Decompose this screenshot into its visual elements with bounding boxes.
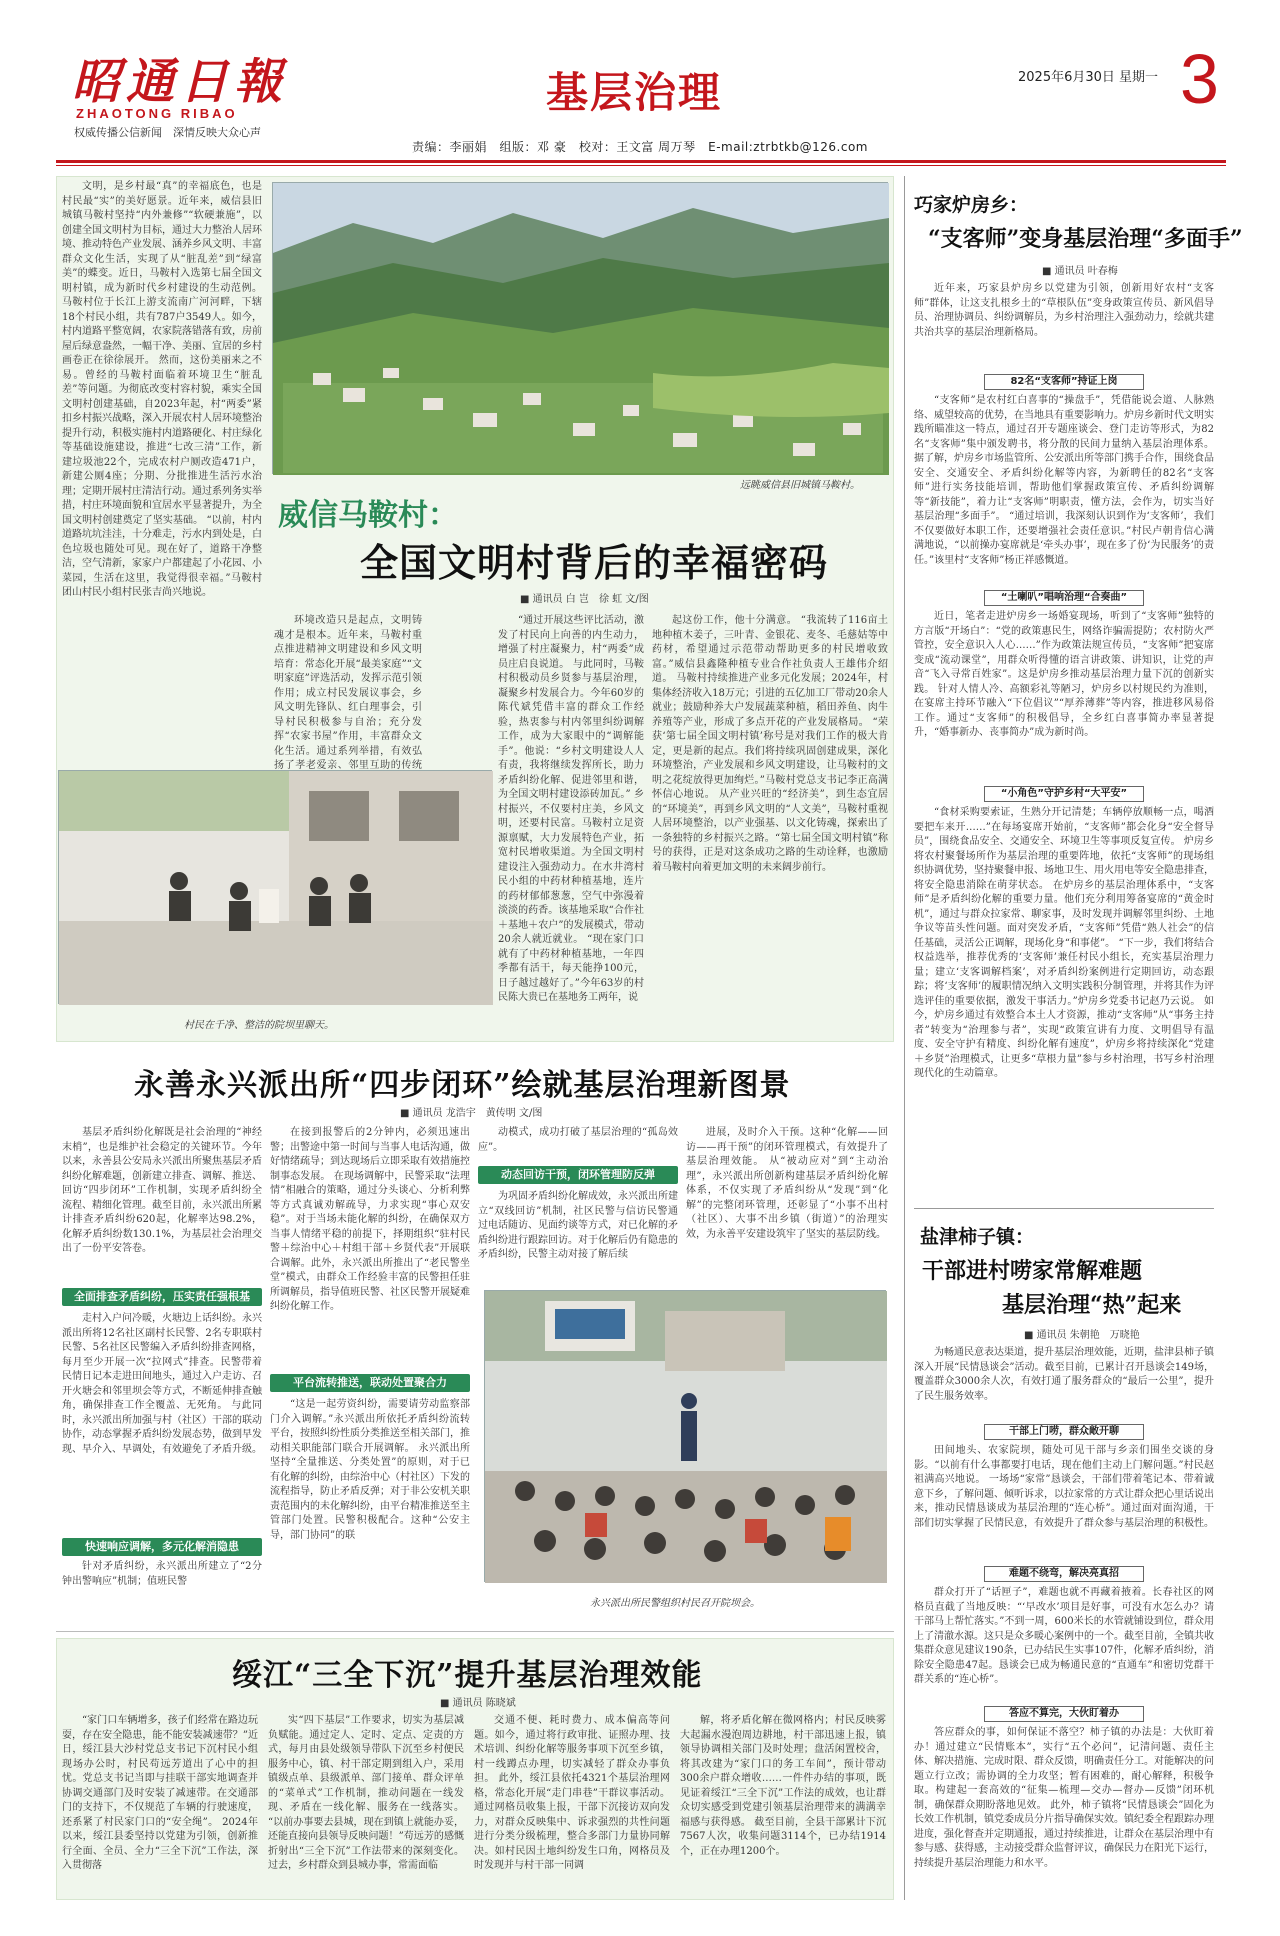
story1-paragraph: 环境改造只是起点，文明铸魂才是根本。近年来，马鞍村重点推进精神文明建设和乡风文明培育：常态化开展“最美家庭”“文明家庭”评选活动，发挥示范引领作用；成立村民发展议事会，乡风文明先锋队、红白理事会，引导村民积极参与自治；充分发挥“农家书屋”作用，丰富群众文化生活。通过系列举措，有效弘扬了孝老爱亲、邻里互助的传统 [274, 615, 422, 771]
editor-credits: 责编：李丽娟 组版：邓 豪 校对：王文富 周万琴 E-mail:ztrbtkb@126.com [412, 140, 868, 154]
story2-paragraph: 在接到报警后的2分钟内，必须迅速出警；出警途中第一时间与当事人电话沟通，做好情绪疏导；到达现场后立即采取有效措施控制事态发展。 在现场调解中，民警采取“法理情”相融合的策略，通过分头谈心、分析利弊等方式真诚劝解疏导，力求实现“事心双安稳”。对于当场未能化解的纠纷，在确保双方当事人情绪平稳的前提下，择期组织“驻村民警＋综治中心＋村组干部＋乡贤代表”开展联合调解。此外，永兴派出所推出了“老民警坐堂”模式，由群众工作经验丰富的民警担任驻所调解员，指导值班民警、社区民警开展疑难纠纷化解工作。 [270, 1127, 470, 1312]
story5-paragraph: 答应群众的事，如何保证不落空？柿子镇的办法是：大伙盯着办！通过建立“民情账本”，实行“五个必问”，记清问题、责任主体、解决措施、完成时限、群众反馈，明确责任分工。对能解决的问题立行立改；需协调的全力攻坚；暂有困难的，耐心解释，积极争取。构建起一套高效的“征集—梳理—交办—督办—反馈”闭环机制，确保群众期盼落地见效。 此外，柿子镇将“民情恳谈会”固化为长效工作机制，镇党委成员分片指导确保实效。镇纪委全程跟踪办理进度，强化督查并定期通报，通过持续推进，让群众在基层治理中有参与感、获得感，主动接受群众监督评议，确保民力在阳光下运行，持续提升基层治理能力和水平。 [914, 1727, 1214, 1869]
courtyard-chat-caption: 村民在千净、整洁的院坝里聊天。 [184, 1020, 334, 1031]
story4-subheading-2: “土喇叭”唱响治理“合奏曲” [984, 590, 1144, 606]
story4-subheading-3: “小角色”守护乡村“大平安” [984, 786, 1144, 802]
story3-paragraph: 交通不便、耗时费力、成本偏高等问题。如今，通过将行政审批、证照办理、技术培训、纠纷化解等服务事项下沉至乡镇，村一线蹲点办理，切实减轻了群众办事负担。 此外，绥江县依托4321个基层治理网格，常态化开展“走门串巷”干群议事活动。通过网格员收集上报，干部下沉接访双向发力，对群众反映集中、诉求强烈的共性问题进行分类分级梳理，整合多部门力量协同解决。如村民因土地纠纷发生口角，网格员及时发现并与村干部一同调 [474, 1715, 670, 1871]
courtyard-image [59, 771, 493, 1005]
story1-column-1 [62, 180, 262, 632]
section-title: 基层治理 [546, 68, 723, 117]
story5-title-line-1: 干部进村唠家常解难题 [922, 1258, 1143, 1284]
story2-paragraph: 进展，及时介入干预。这种“化解——回访——再干预”的闭环管理模式，有效提升了基层治理效能。 从“被动应对”到“主动治理”，永兴派出所创新构建基层矛盾纠纷化解体系，不仅实现了矛盾纠纷从“发现”到“化解”的完整闭环管理，还彰显了“小事不出村（社区）、大事不出乡镇（街道）”的治理实效，为永善平安建设筑牢了坚实的基层防线。 [686, 1127, 888, 1240]
story1-title-prefix: 威信马鞍村： [278, 498, 458, 533]
story5-section-3 [914, 1726, 1214, 1898]
story4-subheading-1: 82名“支客师”持证上岗 [984, 374, 1144, 390]
story1-paragraph: “通过开展这些评比活动，激发了村民向上向善的内生动力，增强了村庄凝聚力，村“两委”成员庄启良说道。 与此同时，马鞍村积极动员乡贤参与基层治理，凝聚乡村发展合力。今年60岁的陈代斌凭借丰富的群众工作经验，热衷参与村内邻里纠纷调解工作，成为大家眼中的“调解能手”。他说：“乡村文明建设人人有责，我将继续发挥所长，助力矛盾纠纷化解、促进邻里和谐，为全国文明村建设添砖加瓦。” 乡村振兴，不仅要村庄美，乡风文明，还要村民富。马鞍村立足资源禀赋，大力发展特色产业，拓宽村民增收渠道。为全国文明村建设注入强劲动力。在水井湾村民小组的中药材种植基地，连片的药材郁郁葱葱，空气中弥漫着淡淡的药香。该基地采取“合作社＋基地＋农户”的发展模式，带动20余人就近就业。 “现在家门口就有了中药材种植基地，一年四季都有活干，每天能挣100元，日子越过越好了。”今年63岁的村民陈大贵已在基地务工两年，说 [498, 615, 644, 1003]
story2-column-1 [62, 1126, 262, 1282]
story1-byline: ■ 通讯员 白 岂 徐 虹 文/图 [520, 594, 649, 605]
column-divider [904, 176, 905, 1900]
story2-column-2b [270, 1398, 470, 1624]
story1-column-2b [428, 614, 492, 764]
masthead [72, 56, 292, 140]
story4-title-prefix: 巧家炉房乡： [914, 194, 1029, 216]
story3-column-1 [62, 1714, 258, 1894]
story3-column-4 [680, 1714, 886, 1894]
story3-column-2 [268, 1714, 464, 1894]
courtyard-meeting-caption: 永兴派出所民警组织村民召开院坝会。 [590, 1598, 760, 1609]
story4-paragraph: “支客师”是农村红白喜事的“操盘手”，凭借能说会道、人脉熟络、威望较高的优势，在当地具有重要影响力。炉房乡新时代文明实践所瞄准这一特点，通过召开专题座谈会、登门走访等形式，为82名“支客师”集中颁发聘书，将分散的民间力量纳入基层治理体系。 据了解，炉房乡市场监管所、公安派出所等部门携手合作，围绕食品安全、交通安全、矛盾纠纷化解等内容，为新聘任的82名“支客师”进行实务技能培训，帮助他们掌握政策宣传、矛盾纠纷调解等“新技能”，着力让“支客师”明职责，懂方法，会作为，切实当好基层治理“多面手”。 “通过培训，我深刻认识到作为‘支客师’，我们不仅要做好本职工作，还要增强社会责任意识。”村民卢朝肯信心满满地说，“以前操办宴席就是‘牵头办事’，现在多了份‘为民服务’的责任。”该里村“支客师”杨正祥感慨道。 [914, 395, 1214, 566]
story4-intro [914, 282, 1214, 370]
story5-subheading-2: 难题不绕弯，解决亮真招 [984, 1566, 1144, 1582]
story4-paragraph: 近日，笔者走进炉房乡一场婚宴现场，听到了“支客师”独特的方言版“开场白”：“党的政策惠民生，网络诈骗需提防；农村防火严管控，安全意识入人心……”作为政策法规宣传员，“支客师”把宴席变成“流动课堂”，用群众听得懂的语言讲政策、讲知识，让党的声音“飞入寻常百姓家”。这是炉房乡推动基层治理力量下沉的创新实践。 针对人情人冷、高额彩礼等陋习，炉房乡以村规民约为准则，在宴席主持环节融入“下位倡议”“厚养薄葬”等内容，推进移风易俗工作。通过“支客师”的积极倡导，全乡红白喜事简办率显著提升，“婚事新办、丧事简办”成为新时尚。 [914, 611, 1214, 738]
story1-title: 全国文明村背后的幸福密码 [360, 540, 829, 585]
story5-paragraph: 群众打开了“话匣子”，难题也就不再藏着掖着。长春社区的网格员直截了当地反映：“‘早改水’项目是好事，可没有水怎么办？请干部马上帮忙落实。”不到一周，600米长的水管就铺设到位，群众用上了清澈水源。这只是众多暖心案例中的一个。截至目前，全镇共收集群众意见建议190条，已办结民生实事107件，化解矛盾纠纷，消除安全隐患47起。恳谈会已成为畅通民意的“直通车”和密切党群干群关系的“连心桥”。 [914, 1587, 1214, 1685]
story2-column-1b [62, 1312, 262, 1532]
courtyard-meeting-photo [484, 1290, 886, 1582]
story2-byline: ■ 通讯员 龙浩宇 黄传明 文/图 [400, 1108, 543, 1119]
story3-title: 绥江“三全下沉”提升基层治理效能 [232, 1658, 703, 1693]
village-landscape-photo [272, 182, 888, 474]
story2-column-1c [62, 1560, 262, 1624]
story4-byline: ■ 通讯员 叶春梅 [1042, 266, 1118, 277]
story2-subheading-4: 动态回访干预，闭环管理防反弹 [478, 1166, 678, 1184]
story3-paragraph: “家门口车辆增多，孩子们经常在路边玩耍，存在安全隐患，能不能安装减速带？”近日，绥江县大沙村党总支书记下沉村民小组现场办公时，村民苟远芳道出了心中的担忧。党总支书记当即与挂联干部实地调查并协调交通部门及时安装了减速带。在交通部门的支持下，不仅规范了车辆的行驶速度，还系紧了村民家门口的“安全绳”。 2024年以来，绥江县委坚持以党建为引领，创新推行全面、全员、全力“三全下沉”工作法，深入贯彻落 [62, 1715, 258, 1871]
issue-date: 2025年6月30日 星期一 [1018, 70, 1159, 85]
story2-paragraph: 动模式，成功打破了基层治理的“孤岛效应”。 [478, 1127, 678, 1153]
story2-paragraph: 基层矛盾纠纷化解既是社会治理的“神经末梢”，也是维护社会稳定的关键环节。今年以来，永善县公安局永兴派出所聚焦基层矛盾纠纷化解难题，创新建立排查、调解、推送、回访“四步闭环”工作机制，实现矛盾纠纷全流程、精细化管理。截至目前，永兴派出所累计排查矛盾纠纷620起，化解率达98.2%，化解矛盾纠纷数130.1%，为基层社会治理交出了一份平安答卷。 [62, 1127, 262, 1254]
header-rule-thin [56, 165, 1226, 166]
newspaper-slogan: 权威传播公信新闻 深情反映大众心声 [74, 126, 261, 139]
story2-column-4 [686, 1126, 888, 1278]
story4-section-2 [914, 610, 1214, 780]
story5-section-1 [914, 1444, 1214, 1564]
newspaper-logo-en: ZHAOTONG RIBAO [76, 106, 238, 121]
story2-paragraph: “这是一起劳资纠纷，需要请劳动监察部门介入调解。”永兴派出所依托矛盾纠纷流转平台，按照纠纷性质分类推送至相关部门，推动相关职能部门联合开展调解。 永兴派出所坚持“全量推送、分类处置”的原则，对于已有化解的纠纷，由综治中心（村社区）下发的流程指导，防止矛盾反弹；对于非公安机关职责范围内的未化解纠纷，由平台精准推送至主管部门处置。民警积极配合。这种“公安主导，部门协同”的联 [270, 1399, 470, 1541]
story5-subheading-1: 干部上门唠，群众敞开聊 [984, 1424, 1144, 1440]
courtyard-chat-photo [58, 770, 492, 1004]
story3-byline: ■ 通讯员 陈晓斌 [440, 1698, 516, 1709]
story5-subheading-3: 答应不算完，大伙盯着办 [984, 1706, 1144, 1722]
story5-section-2 [914, 1586, 1214, 1702]
story5-paragraph: 田间地头、农家院坝，随处可见干部与乡亲们围坐交谈的身影。“以前有什么事都要打电话，现在他们主动上门解问题。”村民赵祖满高兴地说。 一场场“家常”恳谈会，干部们带着笔记本、带着诚意下乡，了解问题、倾听诉求，以拉家常的方式让群众把心里话说出来，推动民情恳谈成为基层治理的“连心桥”。通过面对面沟通，干部们切实掌握了民情民意，有效提升了群众参与基层治理的积极性。 [914, 1445, 1214, 1529]
story-separator [914, 1208, 1214, 1209]
story2-column-3b [478, 1190, 678, 1278]
story2-subheading-2: 快速响应调解，多元化解消隐患 [62, 1538, 262, 1556]
story5-title-prefix: 盐津柿子镇： [920, 1226, 1035, 1248]
story2-column-2 [270, 1126, 470, 1358]
story1-paragraph: 起这份工作，他十分满意。 “我流转了116亩土地种植木姜子，三叶青、金银花、麦冬、毛慈姑等中药材，希望通过示范带动帮助更多的村民增收致富。”威信县鑫隆种植专业合作社负责人王雄伟介绍道。 马鞍村持续推进产业多元化发展；2024年，村集体经济收入18万元；引进的五亿加工厂带动20余人就业；鼓励种养大户发展蔬菜种植，稻田养鱼、肉牛养殖等产业，形成了多点开花的产业发展格局。 “荣获‘第七届全国文明村镇’称号是对我们工作的极大肯定，更是新的起点。我们将持续巩固创建成果，深化环境整治，产业发展和乡风文明建设，让马鞍村的文明之花绽放得更加绚烂。”马鞍村党总支书记李正高满怀信心地说。 从产业兴旺的“经济美”，到生态宜居的“环境美”，再到乡风文明的“人文美”，马鞍村重视人居环境整治，以产业强基、以文化铸魂，探索出了一条独特的乡村振兴之路。“第七届全国文明村镇”称号的获得，正是对这条成功之路的生动诠释，也激励着马鞍村向着更加文明的未来阔步前行。 [652, 615, 888, 873]
story2-paragraph: 针对矛盾纠纷，永兴派出所建立了“2分钟出警响应”机制；值班民警 [62, 1561, 262, 1587]
story1-column-3 [498, 614, 644, 1034]
story1-column-4 [652, 614, 888, 1034]
newspaper-logo: 昭通日報 [72, 54, 289, 110]
story4-title: “支客师”变身基层治理“多面手” [928, 226, 1243, 252]
story2-title: 永善永兴派出所“四步闭环”绘就基层治理新图景 [134, 1068, 791, 1103]
story3-paragraph: 实“四下基层”工作要求，切实为基层减负赋能。通过定人、定时、定点、定责的方式，每月由县处级领导带队下沉至乡村便民服务中心，镇、村干部定期到组入户，采用镇级点单、县级派单、部门接单、群众评单的“菜单式”工作机制，推动问题在一线发现、矛盾在一线化解、服务在一线落实。 “以前办事要去县城，现在到镇上就能办妥，还能直接向县领导反映问题！”苟远芳的感慨折射出“三全下沉”工作法带来的深刻变化。过去，乡村群众到县城办事，常需面临 [268, 1715, 464, 1871]
meeting-image [485, 1291, 887, 1583]
story1-column-2 [274, 614, 422, 771]
story2-subheading-3: 平台流转推送，联动处置聚合力 [270, 1374, 470, 1392]
header-rule [56, 160, 1226, 163]
story4-section-3 [914, 806, 1214, 1202]
story3-paragraph: 解，将矛盾化解在微网格内；村民反映雾大起漏水漫泡周边耕地，村干部迅速上报，镇领导协调相关部门及时处理；盘活闲置校舍，将其改建为“家门口的务工车间”，预计带动300余户群众增收……一件件办结的事项，既见证着绥江“三全下沉”工作法的成效，也让群众切实感受到党建引领基层治理带来的满满幸福感与获得感。 截至目前，全县干部累计下沉7567人次，收集问题3114个，已办结1914个，正在办理1200个。 [680, 1715, 886, 1857]
story4-paragraph: “食材采购要索证，生熟分开记清楚；车辆停放顺畅一点，喝酒要把车来开……”在每场宴席开始前，“支客师”都会化身“安全督导员”，围绕食品安全、交通安全、环境卫生等事项反复宣传。 炉房乡将农村聚餐场所作为基层治理的重要阵地，依托“支客师”的现场组织协调优势，坚持聚餐申报、场地卫生、用火用电等安全隐患排查，将安全隐患消除在萌芽状态。 在炉房乡的基层治理体系中，“支客师”是矛盾纠纷化解的重要力量。他们充分利用筹备宴席的“黄金时机”，通过与群众拉家常、聊家事，及时发现并调解邻里纠纷、土地争议等苗头性问题。面对突发矛盾，“支客师”凭借“熟人社会”的信任基础，灵活公正调解，现场化身“和事佬”。 “下一步，我们将结合权益选举，推荐优秀的‘支客师’兼任村民小组长，充实基层治理力量；建立‘支客调解档案’，对矛盾纠纷案例进行定期回访，动态跟踪；将‘支客师’的履职情况纳入文明实践积分制管理，并将其作为评选评佳的重要依据，激发干事活力。”炉房乡党委书记赵乃云说。 如今，炉房乡通过有效整合本土人才资源，推动“支客师”从“事务主持者”转变为“治理参与者”，实现“政策宣讲有力度、文明倡导有温度、安全守护有精度、纠纷化解有速度”，炉房乡将持续深化“党建＋乡贤”治理模式，让更多“草根力量”参与乡村治理，书写乡村治理现代化的生动篇章。 [914, 807, 1214, 1079]
landscape-image [273, 183, 889, 475]
story4-section-1 [914, 394, 1214, 584]
story1-paragraph: 文明，是乡村最“真”的幸福底色，也是村民最“实”的美好愿景。近年来，威信县旧城镇马鞍村坚持“内外兼修”“软硬兼施”，以创建全国文明村为目标，通过大力整治人居环境、推动特色产业发展、涵养乡风文明、丰富群众文化生活，实现了从“脏乱差”到“绿富美”的蝶变。近日，马鞍村入选第七届全国文明村镇，成为新时代乡村建设的生动范例。 马鞍村位于长江上游支流南广河河畔，下辖18个村民小组，共有787户3549人。如今，村内道路平整宽阔，农家院落错落有致，房前屋后绿意盎然，一幅干净、美丽、宜居的乡村画卷正在徐徐展开。 然而，这份美丽来之不易。曾经的马鞍村面临着环境卫生“脏乱差”等问题。为彻底改变村容村貌，乘实全国文明村创建基础，自2023年起，村“两委”紧扣乡村振兴战略，深入开展农村人居环境整治提升行动，积极实施村内道路硬化、村庄绿化等基础设施建设，推进“七改三清”工作，新建垃圾池22个，完成农村户厕改造471户，新建公厕4座；分期、分批推进生活污水治理；定期开展村庄清洁行动。通过系列务实举措，村庄环境面貌和宜居水平显著提升，为全国文明村创建奠定了坚实基础。 “以前，村内道路坑坑洼洼，十分难走，污水内到处是，白色垃圾也随处可见。现在好了，道路干净整洁，空气清新，家家户户都建起了小花园、小菜园，生活在这里，我觉得很幸福。”马鞍村团山村民小组村民张吉尚兴地说。 [62, 181, 262, 598]
story5-paragraph: 为畅通民意表达渠道，提升基层治理效能，近期，盐津县柿子镇深入开展“民情恳谈会”活动。截至目前，已累计召开恳谈会149场，覆盖群众3000余人次，有效打通了服务群众的“最后一公里”，提升了民生服务效率。 [914, 1347, 1214, 1402]
story3-column-3 [474, 1714, 670, 1894]
story2-paragraph: 走村入户问冷暖，火塘边上话纠纷。永兴派出所将12名社区副村长民警、2名专职联村民警、5名社区民警编入矛盾纠纷排查网格，每月至少开展一次“拉网式”排查。民警带着民情日记本走进田间地头，通过入户走访、召开火塘会和邻里坝会等方式，不断延伸排查触角，确保排查工作全覆盖、无死角。 与此同时，永兴派出所加强与村（社区）干部的联动协作，动态掌握矛盾纠纷发展态势，做到早发现、早介入、早调处，有效避免了矛盾升级。 [62, 1313, 262, 1455]
story4-paragraph: 近年来，巧家县炉房乡以党建为引领，创新用好农村“支客师”群体，让这支扎根乡土的“草根队伍”变身政策宣传员、新风倡导员、治理协调员、纠纷调解员，为乡村治理注入强劲动力，绘就共建共治共享的基层治理新格局。 [914, 283, 1214, 338]
story5-title-line-2: 基层治理“热”起来 [1002, 1292, 1182, 1318]
village-landscape-caption: 远眺威信县旧城镇马鞍村。 [740, 480, 860, 491]
story5-intro [914, 1346, 1214, 1422]
story2-paragraph: 为巩固矛盾纠纷化解成效，永兴派出所建立“双线回访”机制，社区民警与信访民警通过电话随访、见面约谈等方式，对已化解的矛盾纠纷进行跟踪回访。对于化解后仍有隐患的矛盾纠纷，民警主动对接了解后续 [478, 1191, 678, 1260]
page-number: 3 [1180, 40, 1219, 118]
story2-column-3 [478, 1126, 678, 1166]
story5-byline: ■ 通讯员 朱朝艳 万晓艳 [1024, 1330, 1140, 1341]
story2-subheading-1: 全面排查矛盾纠纷，压实责任强根基 [62, 1288, 262, 1306]
